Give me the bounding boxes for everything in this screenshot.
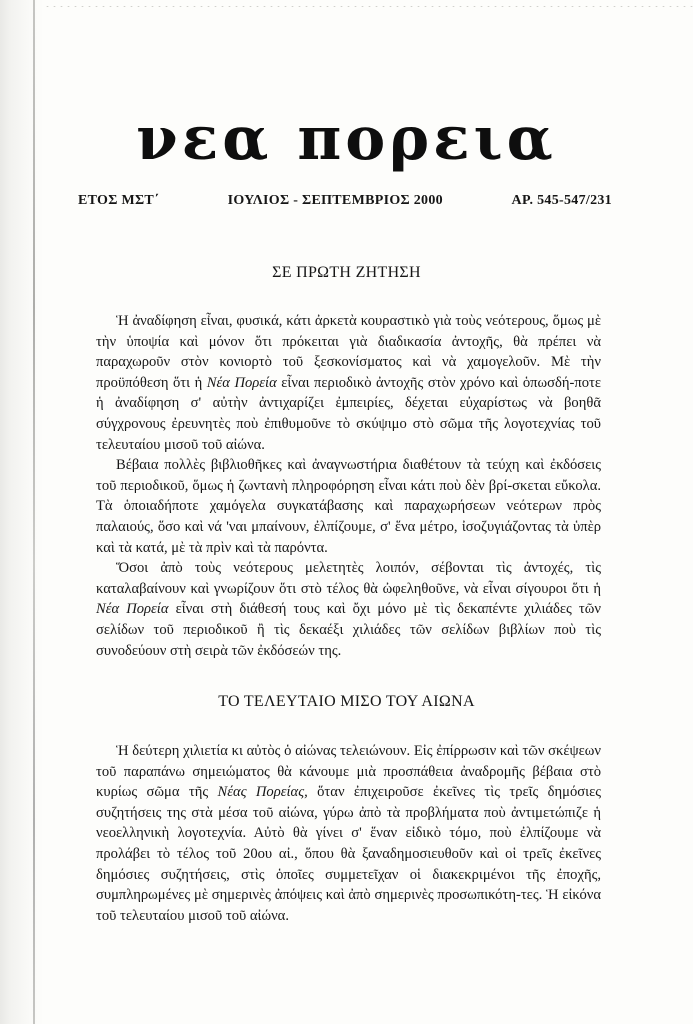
text-run: εἶναι περιοδικὸ ἀντοχῆς στὸν χρόνο καὶ ὁπωσδή-ποτε ἡ ἀναδίφηση σ' αὐτὴν ἀντιχαρίζει ἐμπειρίες, δέχεται εὐχαρίστως νὰ βοηθᾶ σύγχρονους ἐρευνητὲς ποὺ ἐπιθυμοῦνε τὸ σκύψιμο στὸ σῶμα τῆς λογοτεχνίας τοῦ τελευταίου μισοῦ τοῦ αἰώνα. [96,374,601,453]
text-run: εἶναι στὴ διάθεσή τους καὶ ὄχι μόνο μὲ τὶς δεκαπέντε χιλιάδες τῶν σελίδων τοῦ περιοδικοῦ ἢ τὶς δεκαέξι χιλιάδες τῶν σελίδων βιβλίων ποὺ τὶς συνοδεύουν στὴ σειρὰ τῶν ἐκδόσεών της. [96,601,601,659]
paragraph [96,311,601,455]
text-run: ὅταν ἐπιχειροῦσε ἐκεῖνες τὶς τρεῖς δημόσιες συζητήσεις της στὰ μέσα τοῦ αἰώνα, γύρω ἀπὸ τὰ προβλήματα ποὺ ἀντιμετώπιζε ἡ νεοελληνικὴ λογοτεχνία. Αὐτὸ θὰ γίνει σ' ἕναν εἰδικὸ τόμο, ποὺ ἐλπίζουμε νὰ προλάβει τὸ τέλος τοῦ 20ου αἰ., ὅπου θὰ ξαναδημοσιευθοῦν καὶ οἱ τρεῖς ἐκεῖνες δημόσιες συζητήσεις, στὶς ὁποῖες συμμετεῖχαν οἱ διακεκριμένοι τῆς ἐποχῆς, συμπληρωμένες μὲ σημερινὲς ἀπόψεις καὶ ἀπὸ σημερινὲς προσωπικότη-τες. Ἡ εἰκόνα τοῦ τελευταίου μισοῦ τοῦ αἰώνα. [96,784,602,924]
text-run: Ἡ ἀναδίφηση εἶναι, φυσικά, κάτι ἀρκετὰ κουραστικὸ γιὰ τοὺς νεότερους, ὅμως μὲ τὴν ὑποψία καὶ μόνον ὅτι πρόκειται γιὰ διαδικασία ἀντοχῆς, θὰ πρέπει νὰ παραχωροῦν στὸν κονιορτὸ τοῦ ξεσκονίσματος καὶ νὰ χαμογελοῦν. Μὲ τὴν προϋπόθεση ὅτι ἡ [96,313,601,391]
paragraph [96,558,601,661]
issue-year: ΕΤΟΣ ΜΣΤ΄ [78,193,160,208]
text-run: Ὅσοι ἀπὸ τοὺς νεότερους μελετητὲς λοιπόν, σέβονται τὶς ἀντοχές, τὶς καταλαβαίνουν καὶ γνωρίζουν ὅτι στὸ τέλος θὰ ὠφεληθοῦνε, νὰ εἶναι σίγουροι ὅτι ἡ [96,560,601,597]
issue-number: ΑΡ. 545-547/231 [511,193,612,208]
scan-top-dots [44,5,693,8]
paragraph [96,741,601,926]
section-body-first [96,311,601,661]
issue-period: ΙΟΥΛΙΟΣ - ΣΕΠΤΕΜΒΡΙΟΣ 2000 [227,193,443,208]
journal-masthead: νεα πορεια [136,104,557,174]
text-run: Ἡ δεύτερη χιλιετία κι αὐτὸς ὁ αἰώνας τελειώνουν. Εἰς ἐπίρρωσιν καὶ τῶν σκέψεων τοῦ παραπάνω σημειώματος θὰ κάνουμε μιὰ προσπάθεια ἀναδρομῆς βέβαια στὸ κυρίως σῶμα τῆς [96,743,601,801]
issue-info-line [78,193,612,209]
section-body-second [96,741,601,926]
paragraph: Βέβαια πολλὲς βιβλιοθῆκες καὶ ἀναγνωστήρια διαθέτουν τὰ τεύχη καὶ ἐκδόσεις τοῦ περιοδικοῦ, ὅμως ἡ ζωντανὴ πληροφόρηση εἶναι κάτι ποὺ δὲν βρί-σκεται εὔκολα. Τὰ ὁποιαδήποτε χαμόγελα συγκατάβασης καὶ παραχωρήσεων νεότερων πρὸς παλαιούς, ὅσο καὶ νά 'ναι μπαίνουν, ἐλπίζουμε, σ' ἕνα μέτρο, ἰσοζυγιάζοντας τὰ ὑπὲρ καὶ τὰ κατά, μὲ τὰ πρὶν καὶ τὰ παρόντα. [96,457,601,556]
section-title-second: ΤΟ ΤΕΛΕΥΤΑΙΟ ΜΙΣΟ ΤΟΥ ΑΙΩΝΑ [218,693,475,710]
journal-name-italic: Νέα Πορεία [206,374,277,391]
journal-name-italic: Νέα Πορεία [96,601,169,618]
section-title-first: ΣΕ ΠΡΩΤΗ ΖΗΤΗΣΗ [272,264,421,281]
journal-name-italic: Νέας Πορείας, [217,784,308,801]
